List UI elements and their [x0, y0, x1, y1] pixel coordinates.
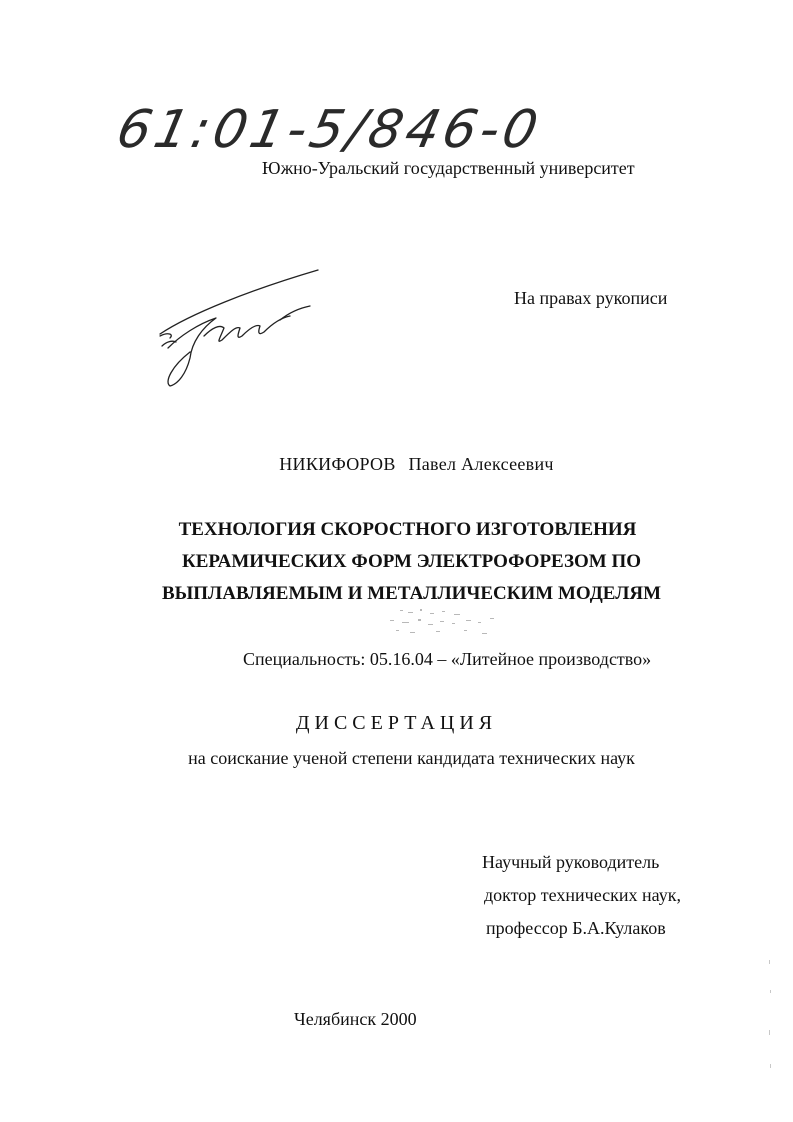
handwritten-signature: [150, 262, 330, 392]
author-name: [0, 454, 793, 475]
title-line: ТЕХНОЛОГИЯ СКОРОСТНОГО ИЗГОТОВЛЕНИЯ: [178, 519, 637, 540]
document-type-heading: ДИССЕРТАЦИЯ: [295, 712, 498, 734]
author-given-names: Павел Алексеевич: [408, 454, 554, 474]
faint-stamp-mark: [380, 606, 520, 640]
supervisor-name: профессор Б.А.Кулаков: [486, 918, 666, 938]
university-name: Южно-Уральский государственный университет: [262, 158, 635, 178]
title-line: КЕРАМИЧЕСКИХ ФОРМ ЭЛЕКТРОФОРЕЗОМ ПО: [181, 551, 642, 572]
handwritten-archive-number: 61:01-5/846-0: [111, 100, 547, 160]
title-line: ВЫПЛАВЛЯЕМЫМ И МЕТАЛЛИЧЕСКИМ МОДЕЛЯМ: [161, 583, 662, 604]
speciality-line: Специальность: 05.16.04 – «Литейное производство»: [243, 649, 652, 669]
author-surname: НИКИФОРОВ: [279, 454, 396, 474]
dissertation-title: [0, 514, 793, 610]
supervisor-degree: доктор технических наук,: [484, 885, 681, 905]
page-edge-marks: [767, 960, 773, 1080]
city-and-year: Челябинск 2000: [294, 1009, 417, 1029]
supervisor-role: Научный руководитель: [482, 852, 660, 872]
manuscript-rights-note: На правах рукописи: [514, 288, 668, 308]
supervisor-block: [482, 846, 681, 945]
degree-line: на соискание ученой степени кандидата технических наук: [188, 748, 635, 768]
